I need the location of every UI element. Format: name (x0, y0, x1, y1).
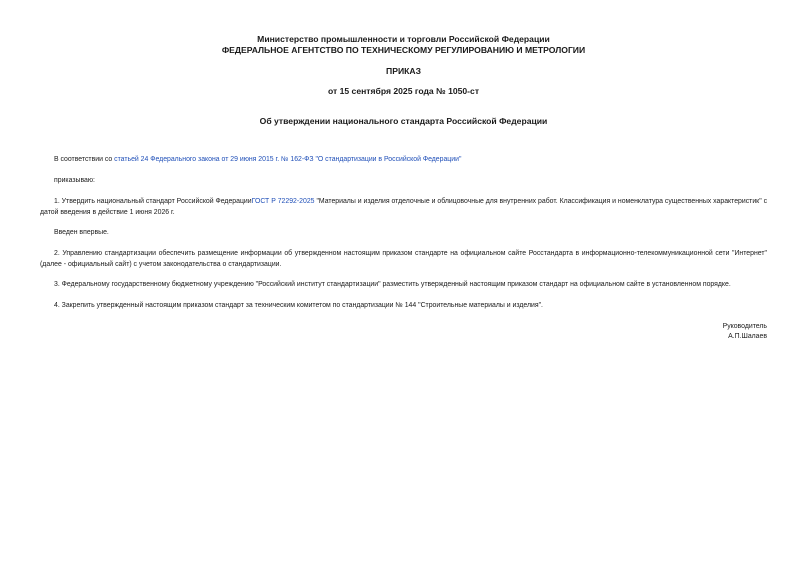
paragraph-2: 2. Управлению стандартизации обеспечить размещение информации об утвержденном настоящим приказом стандарте на официальном сайте Росстандарта в информационно-телекоммуникационной сети "Интернет" (далее - официальный сайт) с учетом законодательства о стандартизации. (40, 250, 767, 268)
signature-position: Руководитель (722, 323, 767, 330)
document-type: ПРИКАЗ (386, 66, 421, 76)
order-word: приказываю: (54, 177, 95, 184)
document-subject: Об утверждении национального стандарта Российской Федерации (259, 116, 548, 126)
p1-suffix: "Материалы и изделия отделочные и облицовочные для внутренних работ. Классификация и номенклатура существенных характеристик" с датой введения в действие 1 июня 2026 г. (40, 198, 768, 216)
federal-law-link[interactable]: статьей 24 Федерального закона от 29 июня 2015 г. № 162-ФЗ "О стандартизации в Российской Федерации" (114, 156, 462, 163)
gost-standard-link[interactable]: ГОСТ Р 72292-2025 (251, 198, 315, 205)
document-date-number: от 15 сентября 2025 года № 1050-ст (327, 86, 480, 96)
agency-name: ФЕДЕРАЛЬНОЕ АГЕНТСТВО ПО ТЕХНИЧЕСКОМУ РЕГУЛИРОВАНИЮ И МЕТРОЛОГИИ (221, 45, 586, 55)
paragraph-1 (40, 197, 767, 218)
p1-prefix: 1. Утвердить национальный стандарт Российской Федерации (54, 198, 252, 205)
intro-paragraph (40, 155, 767, 166)
paragraph-4: 4. Закрепить утвержденный настоящим приказом стандарт за техническим комитетом по стандартизации № 144 "Строительные материалы и изделия". (54, 302, 543, 309)
first-time-note: Введен впервые. (54, 229, 109, 236)
signature-name: А.П.Шалаев (728, 333, 767, 340)
paragraph-3: 3. Федеральному государственному бюджетному учреждению "Российский институт стандартизации" разместить утвержденный настоящим приказом стандарт на официальном сайте в установленном порядке. (54, 281, 731, 288)
intro-prefix: В соответствии со (54, 156, 115, 163)
ministry-name: Министерство промышленности и торговли Российской Федерации (257, 34, 550, 44)
